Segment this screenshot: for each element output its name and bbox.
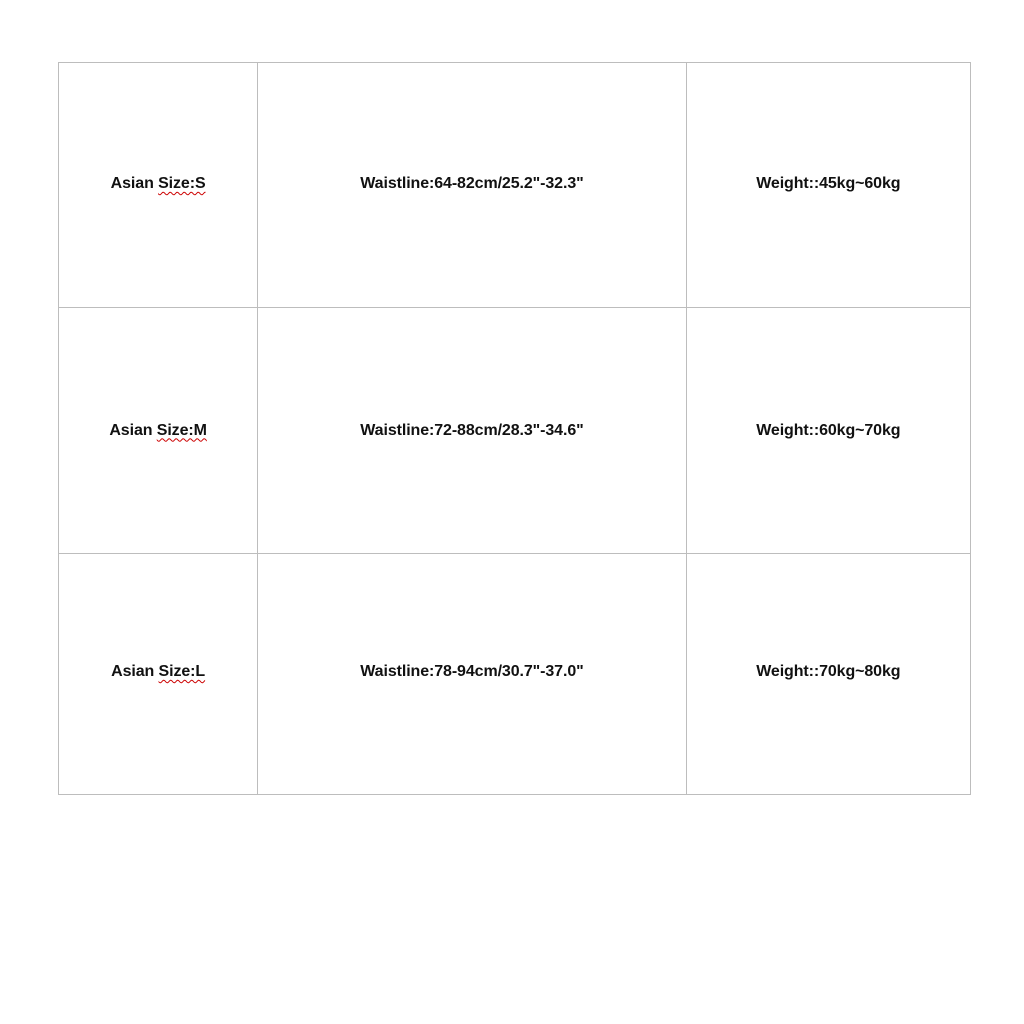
size-label-value: Size:M [156, 421, 207, 439]
size-label-prefix: Asian [111, 663, 159, 680]
weight-text: Weight::70kg~80kg [756, 663, 901, 680]
size-cell [59, 63, 258, 308]
size-label [111, 663, 205, 680]
size-cell [59, 554, 258, 795]
size-label-prefix: Asian [109, 421, 157, 439]
weight-cell [686, 554, 970, 795]
weight-cell [686, 308, 970, 554]
table-row [59, 308, 971, 554]
weight-cell [686, 63, 970, 308]
table-row [59, 554, 971, 795]
waistline-text: Waistline:64-82cm/25.2"-32.3" [360, 175, 584, 192]
size-label-prefix: Asian [110, 175, 159, 192]
waistline-text: Waistline:72-88cm/28.3"-34.6" [360, 421, 584, 439]
size-label [111, 175, 206, 192]
weight-text: Weight::45kg~60kg [756, 175, 901, 192]
waistline-cell [258, 308, 686, 554]
waistline-cell [258, 554, 686, 795]
table-row [59, 63, 971, 308]
weight-text: Weight::60kg~70kg [756, 421, 901, 439]
waistline-cell [258, 63, 686, 308]
size-label-value: Size:L [158, 663, 206, 680]
size-cell [59, 308, 258, 554]
size-chart-table [58, 62, 971, 795]
size-label [109, 422, 207, 439]
waistline-text: Waistline:78-94cm/30.7"-37.0" [360, 663, 584, 680]
size-label-value: Size:S [158, 175, 206, 192]
